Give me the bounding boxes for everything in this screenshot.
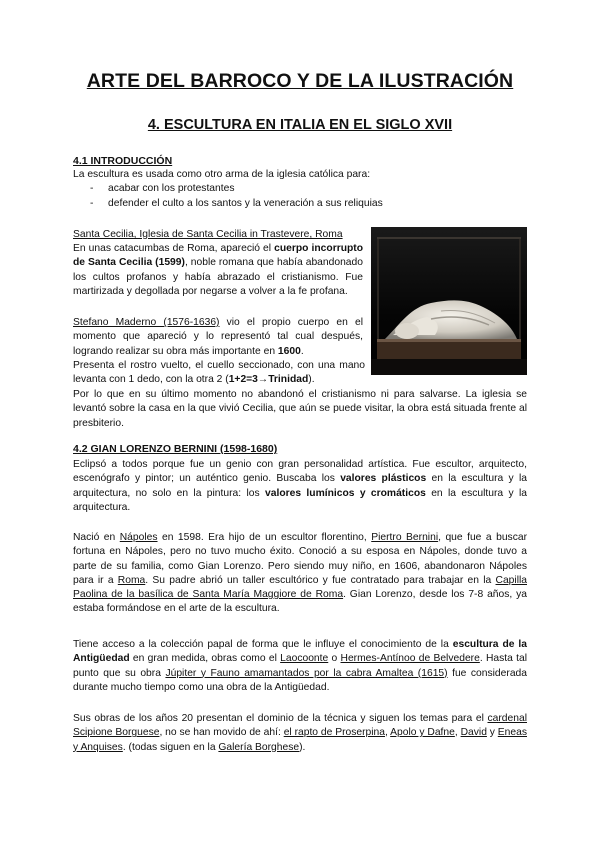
document-title: ARTE DEL BARROCO Y DE LA ILUSTRACIÓN <box>86 70 514 92</box>
paragraph-bernini-works: Sus obras de los años 20 presentan el dominio de la técnica y siguen los temas para el cardenal Scipione Borguese, no se han movido de ahí: el rapto de Proserpina, Apolo y Dafne, David y Eneas y Anquises. (todas siguen en la Galería Borghese). <box>73 713 527 753</box>
paragraph-description: Presenta el rostro vuelto, el cuello seccionado, con una mano levanta con 1 dedo, con la otra 2 (1+2=3→Trinidad). <box>73 360 365 386</box>
chapter-title: 4. ESCULTURA EN ITALIA EN EL SIGLO XVII <box>147 117 453 133</box>
paragraph-maderno: Stefano Maderno (1576-1636) vio el propio cuerpo en el momento que apareció y lo representó tal cual después, logrando realizar su obra más importante en 1600. <box>73 317 363 357</box>
list-item: - defender el culto a los santos y la veneración a sus reliquias <box>90 198 383 209</box>
list-item: - acabar con los protestantes <box>90 183 235 194</box>
section-heading-intro: 4.1 INTRODUCCIÓN <box>73 155 173 167</box>
intro-paragraph: La escultura es usada como otro arma de la iglesia católica para: <box>73 169 371 180</box>
paragraph-church: Por lo que en su último momento no abandonó el cristianismo ni para salvarse. La iglesia se levantó sobre la casa en la que vivió Cecilia, que aún se puede visitar, la obra está situada frente al presbiterio. <box>73 389 527 429</box>
sculpture-image <box>371 227 527 375</box>
section-heading-bernini: 4.2 GIAN LORENZO BERNINI (1598-1680) <box>73 443 278 455</box>
paragraph-bernini-antiquity: Tiene acceso a la colección papal de forma que le influye el conocimiento de la escultura de la Antigüedad en gran medida, obras como el Laocoonte o Hermes-Antínoo de Belvedere. Hasta tal punto que su obra Júpiter y Fauno amamantados por la cabra Amaltea (1615) fue considerada durante mucho tiempo como una obra de la Antigüedad. <box>73 639 528 693</box>
paragraph-santa-cecilia: En unas catacumbas de Roma, apareció el cuerpo incorrupto de Santa Cecilia (1599), noble romana que había abandonado los cultos profanos y había abrazado el cristianismo. Fue martirizada y degollada por negarse a volver a la fe profana. <box>73 243 364 297</box>
paragraph-bernini-genius: Eclipsó a todos porque fue un genio con gran personalidad artística. Fue escultor, arquitecto, escenógrafo y pintor; un auténtico genio. Buscaba los valores plásticos en la escultura y la arquitectura, no solo en la pintura: los valores lumínicos y cromáticos en la escultura y la arquitectura. <box>73 459 527 513</box>
image-caption: Santa Cecilia, Iglesia de Santa Cecilia in Trastevere, Roma <box>73 229 343 240</box>
santa-cecilia-sculpture-photo <box>371 227 527 375</box>
paragraph-bernini-birth: Nació en Nápoles en 1598. Era hijo de un escultor florentino, Piertro Bernini, que fue a buscar fortuna en Nápoles, pero no tuvo mucho éxito. Conoció a su esposa en Nápoles, donde tuvo a parte de su familia, como Gian Lorenzo. Pero siendo muy niño, en 1606, abandonaron Nápoles para ir a Roma. Su padre abrió un taller escultórico y fue contratado para trabajar en la Capilla Paolina de la basílica de Santa María Maggiore de Roma. Gian Lorenzo, desde los 7-8 años, ya estaba formándose en el arte de la escultura. <box>73 532 527 615</box>
